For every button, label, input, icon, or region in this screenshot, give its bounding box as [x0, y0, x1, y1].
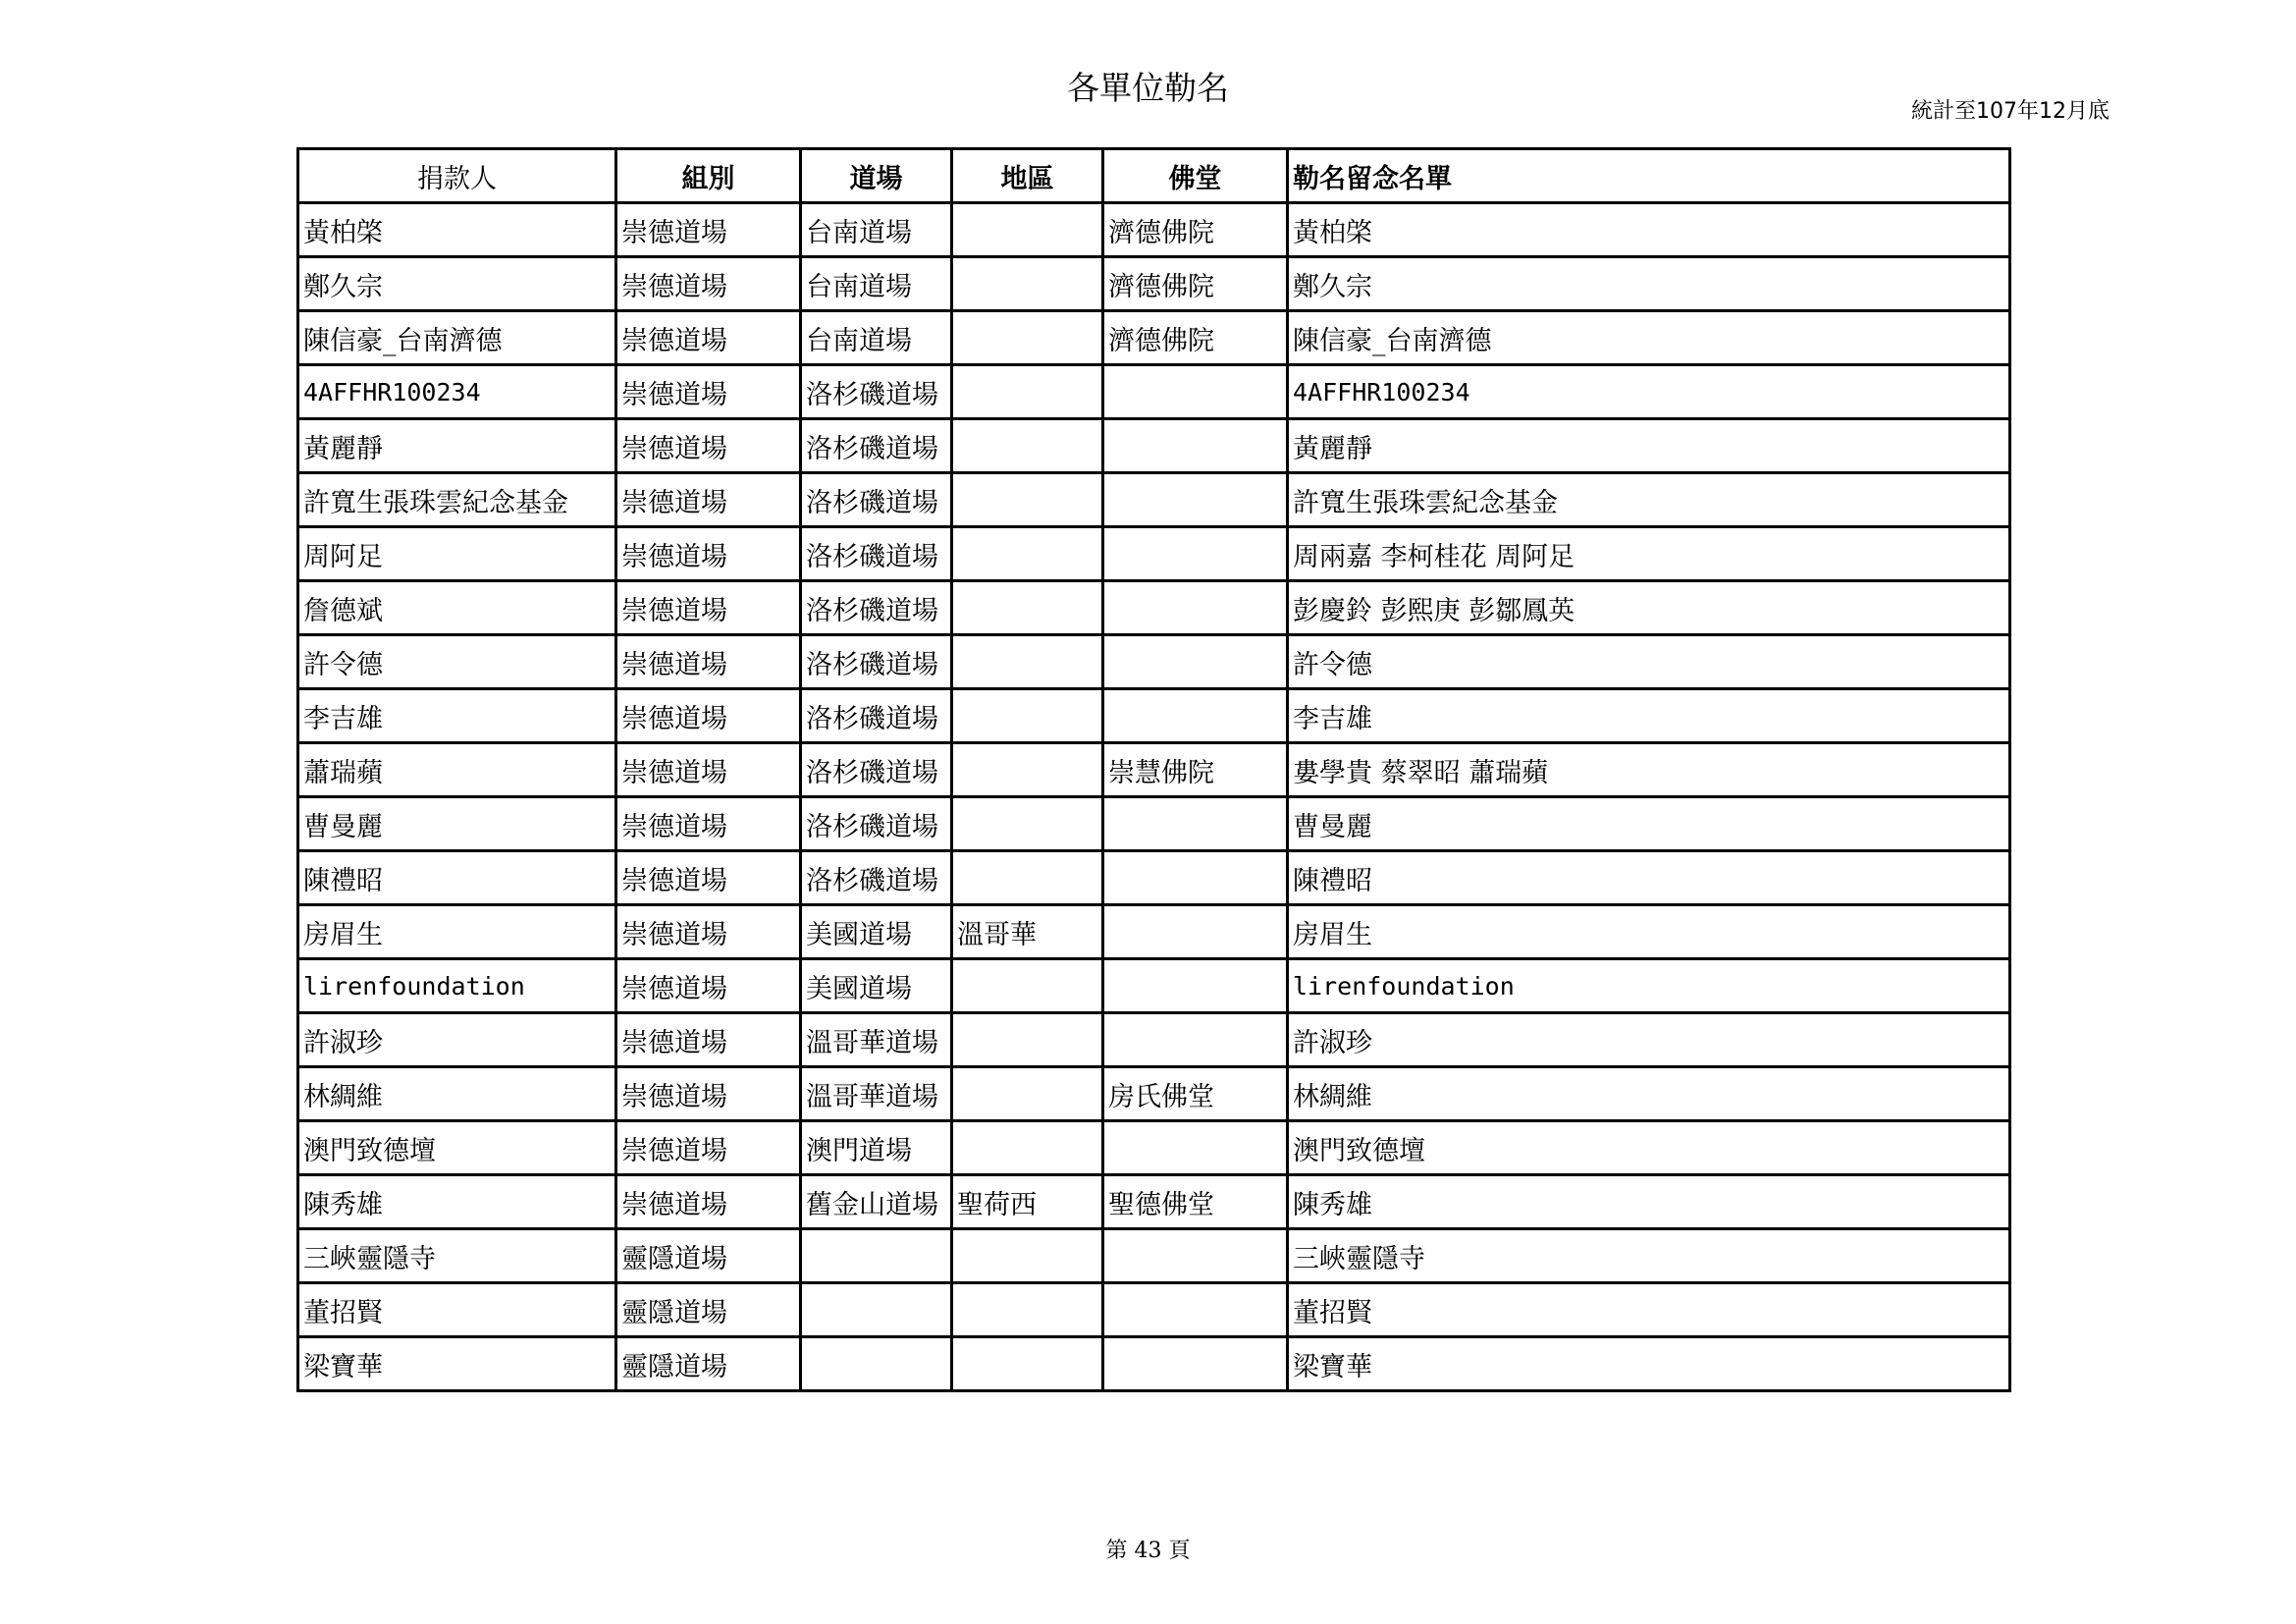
- table-row: [298, 743, 2010, 797]
- table-row: [298, 1067, 2010, 1121]
- cell-temple: 房氏佛堂: [1103, 1067, 1288, 1121]
- cell-donor: 房眉生: [298, 905, 616, 959]
- cell-group: 崇德道場: [616, 581, 801, 635]
- table-row: [298, 1121, 2010, 1175]
- cell-memorial-names: 4AFFHR100234: [1288, 365, 2010, 419]
- cell-dojo: 溫哥華道場: [801, 1067, 952, 1121]
- cell-region: [952, 581, 1103, 635]
- cell-donor: 許令德: [298, 635, 616, 689]
- cell-dojo: 洛杉磯道場: [801, 527, 952, 581]
- cell-dojo: 澳門道場: [801, 1121, 952, 1175]
- cell-donor: 許寬生張珠雲紀念基金: [298, 473, 616, 527]
- cell-memorial-names: 林綢維: [1288, 1067, 2010, 1121]
- cell-region: [952, 1013, 1103, 1067]
- table-row: [298, 257, 2010, 311]
- cell-memorial-names: 黃麗靜: [1288, 419, 2010, 473]
- cell-group: 崇德道場: [616, 203, 801, 257]
- cell-donor: 陳秀雄: [298, 1175, 616, 1229]
- cell-group: 崇德道場: [616, 1013, 801, 1067]
- cell-group: 崇德道場: [616, 905, 801, 959]
- cell-dojo: 台南道場: [801, 203, 952, 257]
- table-row: [298, 419, 2010, 473]
- cell-group: 崇德道場: [616, 1067, 801, 1121]
- cell-dojo: 洛杉磯道場: [801, 365, 952, 419]
- column-header-temple: 佛堂: [1103, 149, 1288, 203]
- cell-group: 靈隱道場: [616, 1229, 801, 1283]
- cell-donor: 澳門致德壇: [298, 1121, 616, 1175]
- cell-group: 崇德道場: [616, 1121, 801, 1175]
- table-body: [298, 203, 2010, 1391]
- cell-memorial-names: 陳信豪_台南濟德: [1288, 311, 2010, 365]
- cell-region: [952, 311, 1103, 365]
- cell-donor: 三峽靈隱寺: [298, 1229, 616, 1283]
- table-row: [298, 1283, 2010, 1337]
- cell-donor: 梁寶華: [298, 1337, 616, 1391]
- cell-dojo: 洛杉磯道場: [801, 689, 952, 743]
- cell-temple: 濟德佛院: [1103, 311, 1288, 365]
- cell-temple: [1103, 1121, 1288, 1175]
- cell-dojo: 台南道場: [801, 257, 952, 311]
- cell-temple: [1103, 1013, 1288, 1067]
- cell-temple: 濟德佛院: [1103, 203, 1288, 257]
- cell-group: 崇德道場: [616, 851, 801, 905]
- cell-dojo: 舊金山道場: [801, 1175, 952, 1229]
- cell-donor: 許淑珍: [298, 1013, 616, 1067]
- cell-memorial-names: 黃柏棨: [1288, 203, 2010, 257]
- cell-temple: [1103, 419, 1288, 473]
- table-row: [298, 365, 2010, 419]
- cell-memorial-names: lirenfoundation: [1288, 959, 2010, 1013]
- cell-donor: 林綢維: [298, 1067, 616, 1121]
- cell-dojo: 洛杉磯道場: [801, 419, 952, 473]
- cell-dojo: 美國道場: [801, 905, 952, 959]
- cell-group: 崇德道場: [616, 959, 801, 1013]
- table-row: [298, 1337, 2010, 1391]
- table-row: [298, 1175, 2010, 1229]
- cell-memorial-names: 梁寶華: [1288, 1337, 2010, 1391]
- cell-donor: 董招賢: [298, 1283, 616, 1337]
- cell-donor: 陳信豪_台南濟德: [298, 311, 616, 365]
- cell-group: 靈隱道場: [616, 1283, 801, 1337]
- cell-group: 崇德道場: [616, 1175, 801, 1229]
- cell-donor: 周阿足: [298, 527, 616, 581]
- cell-memorial-names: 彭慶鈴 彭熙庚 彭鄒鳳英: [1288, 581, 2010, 635]
- cell-memorial-names: 陳秀雄: [1288, 1175, 2010, 1229]
- cell-temple: [1103, 1337, 1288, 1391]
- cell-region: [952, 959, 1103, 1013]
- cell-dojo: 溫哥華道場: [801, 1013, 952, 1067]
- cell-region: 聖荷西: [952, 1175, 1103, 1229]
- cell-temple: 聖德佛堂: [1103, 1175, 1288, 1229]
- cell-dojo: 洛杉磯道場: [801, 851, 952, 905]
- cell-memorial-names: 李吉雄: [1288, 689, 2010, 743]
- cell-group: 崇德道場: [616, 311, 801, 365]
- cell-donor: 4AFFHR100234: [298, 365, 616, 419]
- cell-donor: 陳禮昭: [298, 851, 616, 905]
- table-row: [298, 905, 2010, 959]
- column-header-dojo: 道場: [801, 149, 952, 203]
- cell-region: [952, 419, 1103, 473]
- page-number: 第 43 頁: [1105, 1539, 1191, 1563]
- table-row: [298, 797, 2010, 851]
- cell-group: 崇德道場: [616, 473, 801, 527]
- cell-temple: 濟德佛院: [1103, 257, 1288, 311]
- table-row: [298, 1229, 2010, 1283]
- table-row: [298, 1013, 2010, 1067]
- table-row: [298, 689, 2010, 743]
- column-header-memorial-names: 勒名留念名單: [1288, 149, 2010, 203]
- cell-donor: lirenfoundation: [298, 959, 616, 1013]
- cell-memorial-names: 房眉生: [1288, 905, 2010, 959]
- table-row: [298, 527, 2010, 581]
- table-row: [298, 581, 2010, 635]
- cell-dojo: 台南道場: [801, 311, 952, 365]
- cell-region: [952, 365, 1103, 419]
- cell-dojo: 洛杉磯道場: [801, 797, 952, 851]
- cell-memorial-names: 陳禮昭: [1288, 851, 2010, 905]
- table-row: [298, 311, 2010, 365]
- cell-region: [952, 1337, 1103, 1391]
- cell-dojo: [801, 1337, 952, 1391]
- cell-memorial-names: 董招賢: [1288, 1283, 2010, 1337]
- cell-memorial-names: 許寬生張珠雲紀念基金: [1288, 473, 2010, 527]
- cell-group: 靈隱道場: [616, 1337, 801, 1391]
- cell-temple: [1103, 527, 1288, 581]
- cell-region: [952, 851, 1103, 905]
- cell-temple: [1103, 473, 1288, 527]
- cell-memorial-names: 周兩嘉 李柯桂花 周阿足: [1288, 527, 2010, 581]
- cell-temple: [1103, 851, 1288, 905]
- table-row: [298, 473, 2010, 527]
- cell-region: [952, 473, 1103, 527]
- cell-temple: 崇慧佛院: [1103, 743, 1288, 797]
- cell-region: [952, 635, 1103, 689]
- cell-region: [952, 743, 1103, 797]
- cell-memorial-names: 澳門致德壇: [1288, 1121, 2010, 1175]
- donor-table: [296, 147, 2011, 1392]
- table-row: [298, 203, 2010, 257]
- donor-table-container: [296, 147, 2008, 1392]
- cell-dojo: 洛杉磯道場: [801, 473, 952, 527]
- cell-memorial-names: 三峽靈隱寺: [1288, 1229, 2010, 1283]
- cell-memorial-names: 許令德: [1288, 635, 2010, 689]
- column-header-donor: 捐款人: [298, 149, 616, 203]
- cell-dojo: [801, 1229, 952, 1283]
- cell-temple: [1103, 581, 1288, 635]
- cell-temple: [1103, 905, 1288, 959]
- cell-donor: 李吉雄: [298, 689, 616, 743]
- cell-group: 崇德道場: [616, 527, 801, 581]
- column-header-region: 地區: [952, 149, 1103, 203]
- cell-region: [952, 1121, 1103, 1175]
- cell-region: [952, 1229, 1103, 1283]
- cell-temple: [1103, 797, 1288, 851]
- cell-region: [952, 257, 1103, 311]
- cell-donor: 詹德斌: [298, 581, 616, 635]
- cell-dojo: 洛杉磯道場: [801, 635, 952, 689]
- cell-donor: 黃麗靜: [298, 419, 616, 473]
- cell-temple: [1103, 689, 1288, 743]
- cell-group: 崇德道場: [616, 635, 801, 689]
- cell-region: [952, 689, 1103, 743]
- cell-temple: [1103, 365, 1288, 419]
- table-row: [298, 959, 2010, 1013]
- table-row: [298, 851, 2010, 905]
- cell-region: [952, 1067, 1103, 1121]
- cell-temple: [1103, 1283, 1288, 1337]
- cell-group: 崇德道場: [616, 797, 801, 851]
- cell-region: [952, 1283, 1103, 1337]
- cell-group: 崇德道場: [616, 743, 801, 797]
- cell-memorial-names: 鄭久宗: [1288, 257, 2010, 311]
- table-row: [298, 635, 2010, 689]
- table-header-row: [298, 149, 2010, 203]
- cell-region: [952, 527, 1103, 581]
- cell-temple: [1103, 635, 1288, 689]
- cell-group: 崇德道場: [616, 257, 801, 311]
- cell-temple: [1103, 1229, 1288, 1283]
- cell-dojo: [801, 1283, 952, 1337]
- cell-region: [952, 797, 1103, 851]
- cell-group: 崇德道場: [616, 419, 801, 473]
- cell-memorial-names: 婁學貴 蔡翠昭 蕭瑞蘋: [1288, 743, 2010, 797]
- cell-dojo: 美國道場: [801, 959, 952, 1013]
- cell-group: 崇德道場: [616, 365, 801, 419]
- cell-donor: 蕭瑞蘋: [298, 743, 616, 797]
- cell-group: 崇德道場: [616, 689, 801, 743]
- cell-donor: 黃柏棨: [298, 203, 616, 257]
- cell-dojo: 洛杉磯道場: [801, 581, 952, 635]
- cell-region: 溫哥華: [952, 905, 1103, 959]
- column-header-group: 組別: [616, 149, 801, 203]
- document-title: 各單位勒名: [1067, 69, 1229, 107]
- cell-temple: [1103, 959, 1288, 1013]
- cell-donor: 鄭久宗: [298, 257, 616, 311]
- cell-dojo: 洛杉磯道場: [801, 743, 952, 797]
- cell-memorial-names: 曹曼麗: [1288, 797, 2010, 851]
- cell-region: [952, 203, 1103, 257]
- cell-memorial-names: 許淑珍: [1288, 1013, 2010, 1067]
- statistics-date-note: 統計至107年12月底: [1911, 99, 2109, 124]
- cell-donor: 曹曼麗: [298, 797, 616, 851]
